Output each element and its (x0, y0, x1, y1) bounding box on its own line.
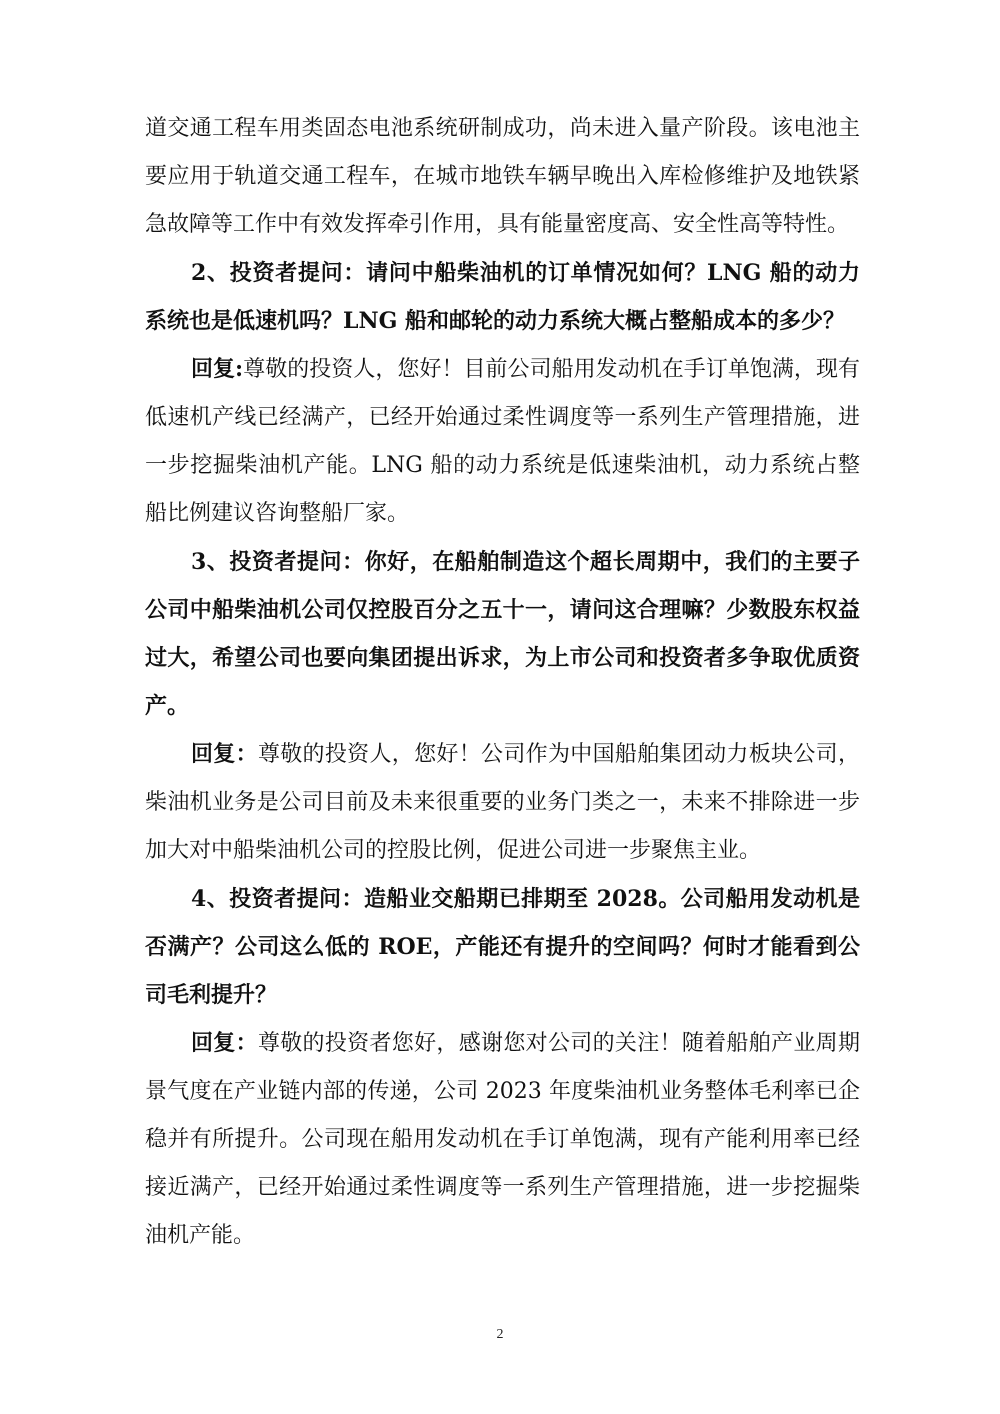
reply-4 (145, 1019, 860, 1260)
question-4: 4、投资者提问：造船业交船期已排期至 2028。公司船用发动机是否满产？公司这么低的 ROE，产能还有提升的空间吗？何时才能看到公司毛利提升？ (145, 886, 860, 1008)
reply-3 (145, 730, 860, 875)
reply-text: 尊敬的投资人，您好！公司作为中国船舶集团动力板块公司，柴油机业务是公司目前及未来很重要的业务门类之一，未来不排除进一步加大对中船柴油机公司的控股比例，促进公司进一步聚焦主业。 (145, 742, 860, 863)
reply-2 (145, 345, 860, 538)
reply-text: 尊敬的投资者您好，感谢您对公司的关注！随着船舶产业周期景气度在产业链内部的传递，公司 2023 年度柴油机业务整体毛利率已企稳并有所提升。公司现在船用发动机在手订单饱满，现有产能利用率已经接近满产，已经开始通过柔性调度等一系列生产管理措施，进一步挖掘柴油机产能。 (145, 1031, 860, 1248)
reply-label: 回复： (191, 1030, 258, 1056)
reply-text: 尊敬的投资人，您好！目前公司船用发动机在手订单饱满，现有低速机产线已经满产，已经开始通过柔性调度等一系列生产管理措施，进一步挖掘柴油机产能。LNG 船的动力系统是低速柴油机，动力系统占整船比例建议咨询整船厂家。 (145, 357, 860, 526)
question-2: 2、投资者提问：请问中船柴油机的订单情况如何？LNG 船的动力系统也是低速机吗？LNG 船和邮轮的动力系统大概占整船成本的多少？ (145, 260, 860, 334)
reply-label: 回复： (191, 741, 258, 767)
document-body (145, 105, 860, 1260)
question-3: 3、投资者提问：你好，在船舶制造这个超长周期中，我们的主要子公司中船柴油机公司仅控股百分之五十一，请问这合理嘛？少数股东权益过大，希望公司也要向集团提出诉求，为上市公司和投资者多争取优质资产。 (145, 549, 860, 719)
reply-label: 回复: (191, 356, 244, 382)
intro-continuation-paragraph: 道交通工程车用类固态电池系统研制成功，尚未进入量产阶段。该电池主要应用于轨道交通工程车，在城市地铁车辆早晚出入库检修维护及地铁紧急故障等工作中有效发挥牵引作用，具有能量密度高、安全性高等特性。 (145, 116, 860, 237)
page-number: 2 (496, 1327, 504, 1342)
